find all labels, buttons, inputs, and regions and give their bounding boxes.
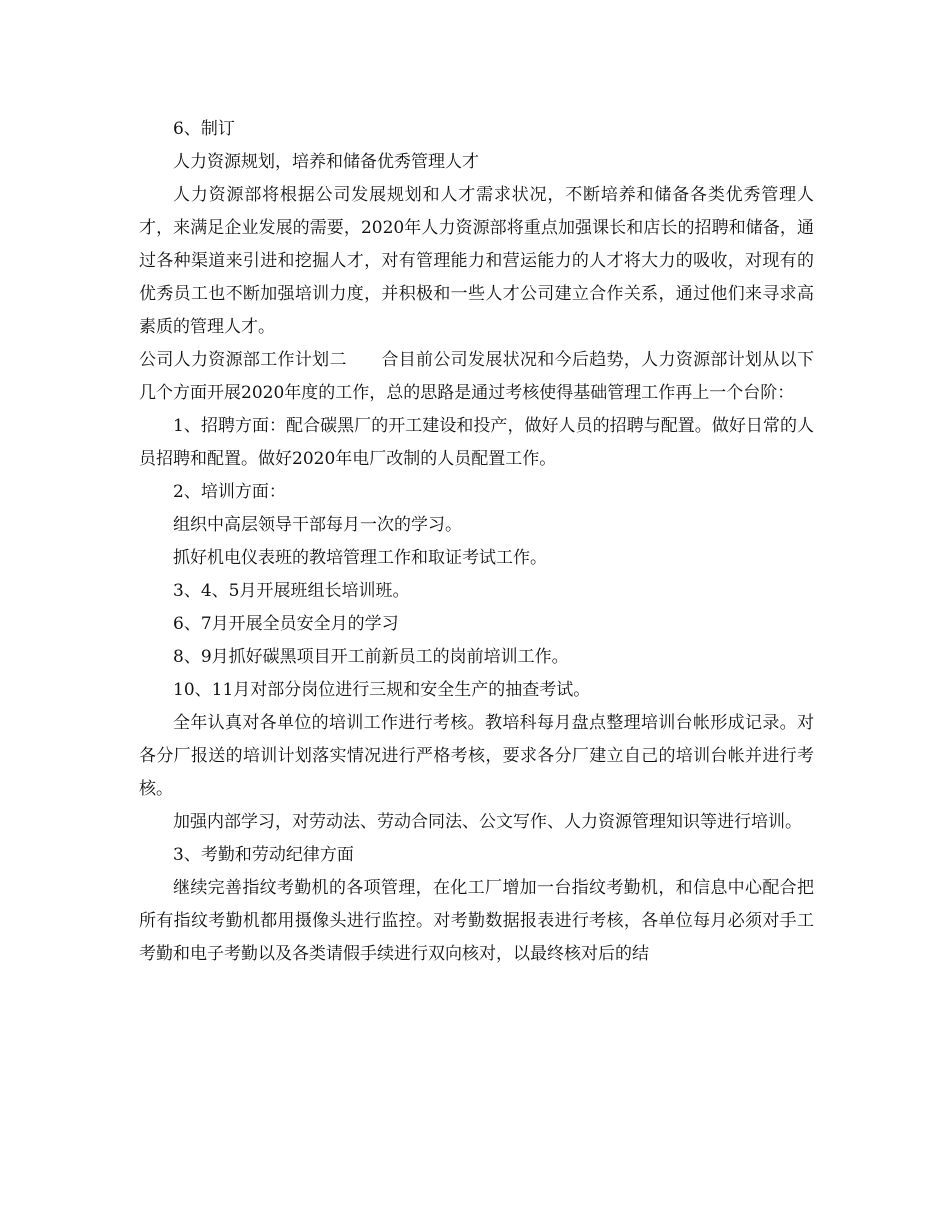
paragraph: 6、7月开展全员安全月的学习: [173, 614, 399, 634]
paragraph: 6、制订: [173, 119, 235, 139]
paragraph: 3、考勤和劳动纪律方面: [173, 845, 354, 865]
paragraph: 全年认真对各单位的培训工作进行考核。教培科每月盘点整理培训台帐形成记录。对各分厂报送的培训计划落实情况进行严格考核，要求各分厂建立自己的培训台帐并进行考核。: [139, 713, 814, 799]
paragraph: 人力资源部将根据公司发展规划和人才需求状况，不断培养和储备各类优秀管理人才，来满足企业发展的需要，2020年人力资源部将重点加强课长和店长的招聘和储备，通过各种渠道来引进和挖掘人才，对有管理能力和营运能力的人才将大力的吸收，对现有的优秀员工也不断加强培训力度，并积极和一些人才公司建立合作关系，通过他们来寻求高素质的管理人才。: [139, 185, 814, 337]
paragraph: 抓好机电仪表班的教培管理工作和取证考试工作。: [173, 548, 547, 568]
paragraph: 2、培训方面：: [173, 482, 286, 502]
paragraph: 8、9月抓好碳黑项目开工前新员工的岗前培训工作。: [173, 647, 569, 667]
paragraph: 10、11月对部分岗位进行三规和安全生产的抽查考试。: [173, 680, 591, 700]
paragraph: 公司人力资源部工作计划二 合目前公司发展状况和今后趋势，人力资源部计划从以下几个方面开展2020年度的工作，总的思路是通过考核使得基础管理工作再上一个台阶：: [139, 350, 814, 403]
paragraph: 组织中高层领导干部每月一次的学习。: [173, 515, 462, 535]
paragraph: 继续完善指纹考勤机的各项管理，在化工厂增加一台指纹考勤机，和信息中心配合把所有指纹考勤机都用摄像头进行监控。对考勤数据报表进行考核，各单位每月必须对手工考勤和电子考勤以及各类请假手续进行双向核对，以最终核对后的结: [139, 878, 814, 964]
paragraph: 3、4、5月开展班组长培训班。: [173, 581, 410, 601]
document-body: [139, 113, 814, 971]
paragraph: 加强内部学习，对劳动法、劳动合同法、公文写作、人力资源管理知识等进行培训。: [173, 812, 802, 832]
paragraph: 人力资源规划，培养和储备优秀管理人才: [173, 152, 479, 172]
paragraph: 1、招聘方面：配合碳黑厂的开工建设和投产，做好人员的招聘与配置。做好日常的人员招聘和配置。做好2020年电厂改制的人员配置工作。: [139, 416, 814, 469]
